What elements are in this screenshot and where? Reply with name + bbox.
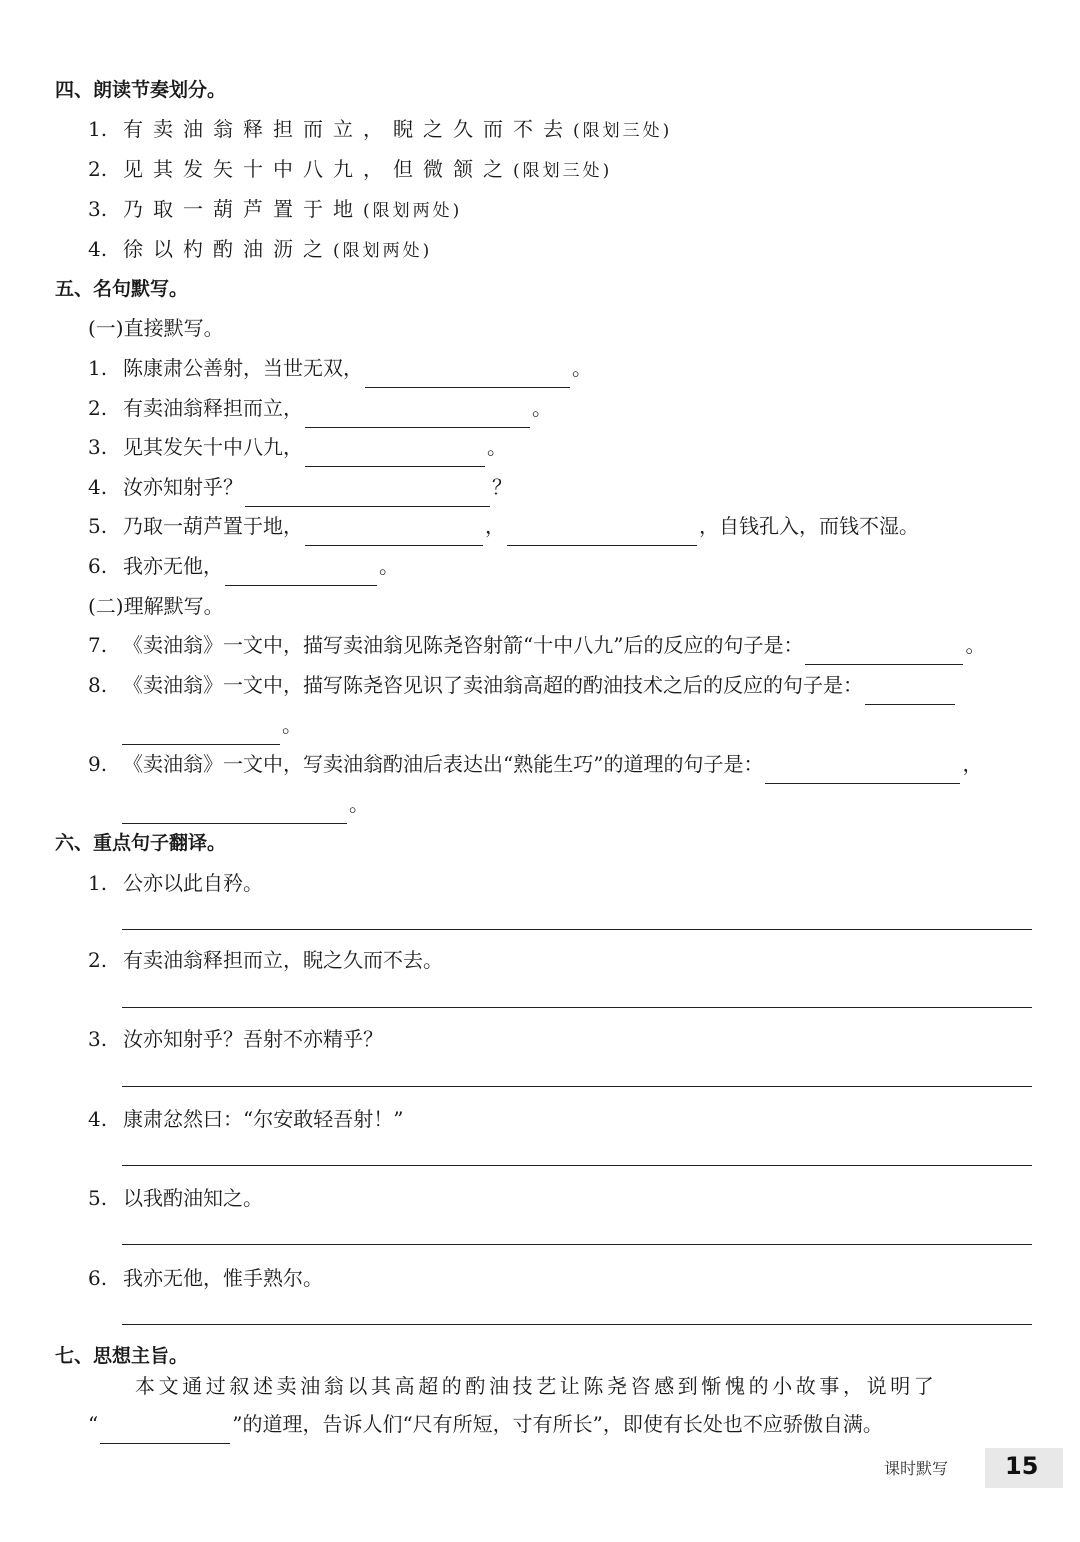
- item-number: 7.: [88, 633, 108, 657]
- recite-question-5: [88, 506, 1080, 546]
- item-number: 2.: [88, 948, 108, 972]
- item-text: 有卖油翁释担而立，睨之久而不去。: [123, 948, 443, 972]
- recite-question-8-continued: [122, 705, 1080, 745]
- item-number: 1.: [88, 871, 108, 895]
- recite-question-9-continued: [122, 784, 1080, 824]
- item-number: 2.: [88, 396, 108, 420]
- item-number: 9.: [88, 752, 108, 776]
- quote-open: “: [88, 1412, 99, 1436]
- recite-question-6: [88, 546, 1080, 586]
- question-end: ？: [492, 475, 512, 499]
- question-mid: ，: [962, 752, 983, 776]
- rhythm-item-2: [88, 149, 1080, 189]
- section-heading-7: 七、思想主旨。: [55, 1345, 189, 1367]
- item-number: 4.: [88, 237, 108, 261]
- item-note: (限划三处): [513, 161, 613, 181]
- page-number: 15: [1005, 1452, 1039, 1480]
- item-number: 6.: [88, 1266, 108, 1290]
- item-note: (限划两处): [333, 241, 433, 261]
- recite-question-2: [88, 388, 1080, 428]
- section-heading-6: 六、重点句子翻译。: [55, 832, 227, 854]
- recite-question-3: [88, 427, 1080, 467]
- recite-question-4: [88, 467, 1080, 507]
- recite-question-8: [88, 665, 1080, 705]
- question-text: 《卖油翁》一文中，描写卖油翁见陈尧咨射箭“十中八九”后的反应的句子是：: [123, 633, 804, 657]
- translate-item-5: [88, 1178, 1080, 1218]
- item-text: 我亦无他，惟手熟尔。: [123, 1266, 323, 1290]
- answer-blank[interactable]: [122, 795, 347, 824]
- answer-blank[interactable]: [305, 517, 483, 546]
- answer-blank[interactable]: [122, 716, 280, 745]
- answer-blank[interactable]: [805, 636, 963, 665]
- question-end: 。: [965, 633, 986, 657]
- rhythm-item-4: [88, 229, 1080, 269]
- answer-line[interactable]: [122, 1086, 1032, 1087]
- item-number: 6.: [88, 554, 108, 578]
- item-number: 5.: [88, 1186, 108, 1210]
- translate-item-2: [88, 940, 1080, 980]
- item-text: 有卖油翁释担而立，睨之久而不去: [123, 117, 573, 141]
- item-number: 4.: [88, 1107, 108, 1131]
- question-end: ，自钱孔入，而钱不湿。: [699, 514, 919, 538]
- answer-blank[interactable]: [865, 676, 955, 705]
- question-mid: ，: [485, 514, 505, 538]
- answer-line[interactable]: [122, 929, 1032, 930]
- item-text: 见其发矢十中八九，但微颔之: [123, 157, 513, 181]
- question-text: 我亦无他，: [123, 554, 223, 578]
- question-text: 汝亦知射乎？: [123, 475, 243, 499]
- answer-blank[interactable]: [507, 517, 697, 546]
- question-end: 。: [349, 792, 369, 816]
- recite-question-9: [88, 744, 1080, 784]
- question-end: 。: [487, 435, 507, 459]
- item-text: 公亦以此自矜。: [123, 871, 263, 895]
- question-text: 陈康肃公善射，当世无双，: [123, 356, 363, 380]
- footer-label: 课时默写: [884, 1459, 949, 1478]
- question-text: 见其发矢十中八九，: [123, 435, 303, 459]
- item-number: 4.: [88, 475, 108, 499]
- item-number: 3.: [88, 197, 108, 221]
- theme-paragraph-line-2: [88, 1404, 1080, 1444]
- recite-question-1: [88, 348, 1080, 388]
- section-heading-4: 四、朗读节奏划分。: [55, 79, 227, 101]
- item-number: 8.: [88, 673, 108, 697]
- question-end: 。: [572, 356, 592, 380]
- item-number: 2.: [88, 157, 108, 181]
- paragraph-rest: ”的道理，告诉人们“尺有所短，寸有所长”，即使有长处也不应骄傲自满。: [232, 1412, 883, 1436]
- question-end: 。: [532, 396, 552, 420]
- theme-paragraph-line-1: 本文通过叙述卖油翁以其高超的酌油技艺让陈尧咨感到惭愧的小故事，说明了: [135, 1374, 938, 1398]
- question-end: 。: [282, 713, 302, 737]
- answer-blank[interactable]: [765, 755, 960, 784]
- question-text: 《卖油翁》一文中，描写陈尧咨见识了卖油翁高超的酌油技术之后的反应的句子是：: [123, 673, 863, 697]
- answer-blank[interactable]: [305, 399, 530, 428]
- rhythm-item-3: [88, 189, 1080, 229]
- answer-line[interactable]: [122, 1244, 1032, 1245]
- answer-line[interactable]: [122, 1165, 1032, 1166]
- answer-blank[interactable]: [305, 438, 485, 467]
- answer-line[interactable]: [122, 1324, 1032, 1325]
- item-number: 5.: [88, 514, 108, 538]
- item-number: 1.: [88, 356, 108, 380]
- answer-blank[interactable]: [225, 557, 377, 586]
- item-text: 汝亦知射乎？吾射不亦精乎？: [123, 1027, 383, 1051]
- item-text: 康肃忿然曰：“尔安敢轻吾射！”: [123, 1107, 404, 1131]
- translate-item-3: [88, 1019, 1080, 1059]
- answer-blank[interactable]: [365, 359, 570, 388]
- question-text: 《卖油翁》一文中，写卖油翁酌油后表达出“熟能生巧”的道理的句子是：: [123, 752, 764, 776]
- item-text: 乃取一葫芦置于地: [123, 197, 363, 221]
- item-text: 徐以杓酌油沥之: [123, 237, 333, 261]
- item-note: (限划三处): [573, 121, 673, 141]
- item-number: 3.: [88, 435, 108, 459]
- question-text: 乃取一葫芦置于地，: [123, 514, 303, 538]
- subheading-understanding: (二)理解默写。: [88, 594, 224, 618]
- answer-blank[interactable]: [100, 1415, 230, 1444]
- subheading-direct: (一)直接默写。: [88, 316, 224, 340]
- item-text: 以我酌油知之。: [123, 1186, 263, 1210]
- question-end: 。: [379, 554, 399, 578]
- translate-item-4: [88, 1099, 1080, 1139]
- translate-item-6: [88, 1258, 1080, 1298]
- rhythm-item-1: [88, 109, 1080, 149]
- section-heading-5: 五、名句默写。: [55, 278, 189, 300]
- translate-item-1: [88, 863, 1080, 903]
- item-number: 1.: [88, 117, 108, 141]
- item-note: (限划两处): [363, 201, 463, 221]
- question-text: 有卖油翁释担而立，: [123, 396, 303, 420]
- item-number: 3.: [88, 1027, 108, 1051]
- answer-line[interactable]: [122, 1007, 1032, 1008]
- recite-question-7: [88, 625, 1080, 665]
- answer-blank[interactable]: [245, 478, 490, 507]
